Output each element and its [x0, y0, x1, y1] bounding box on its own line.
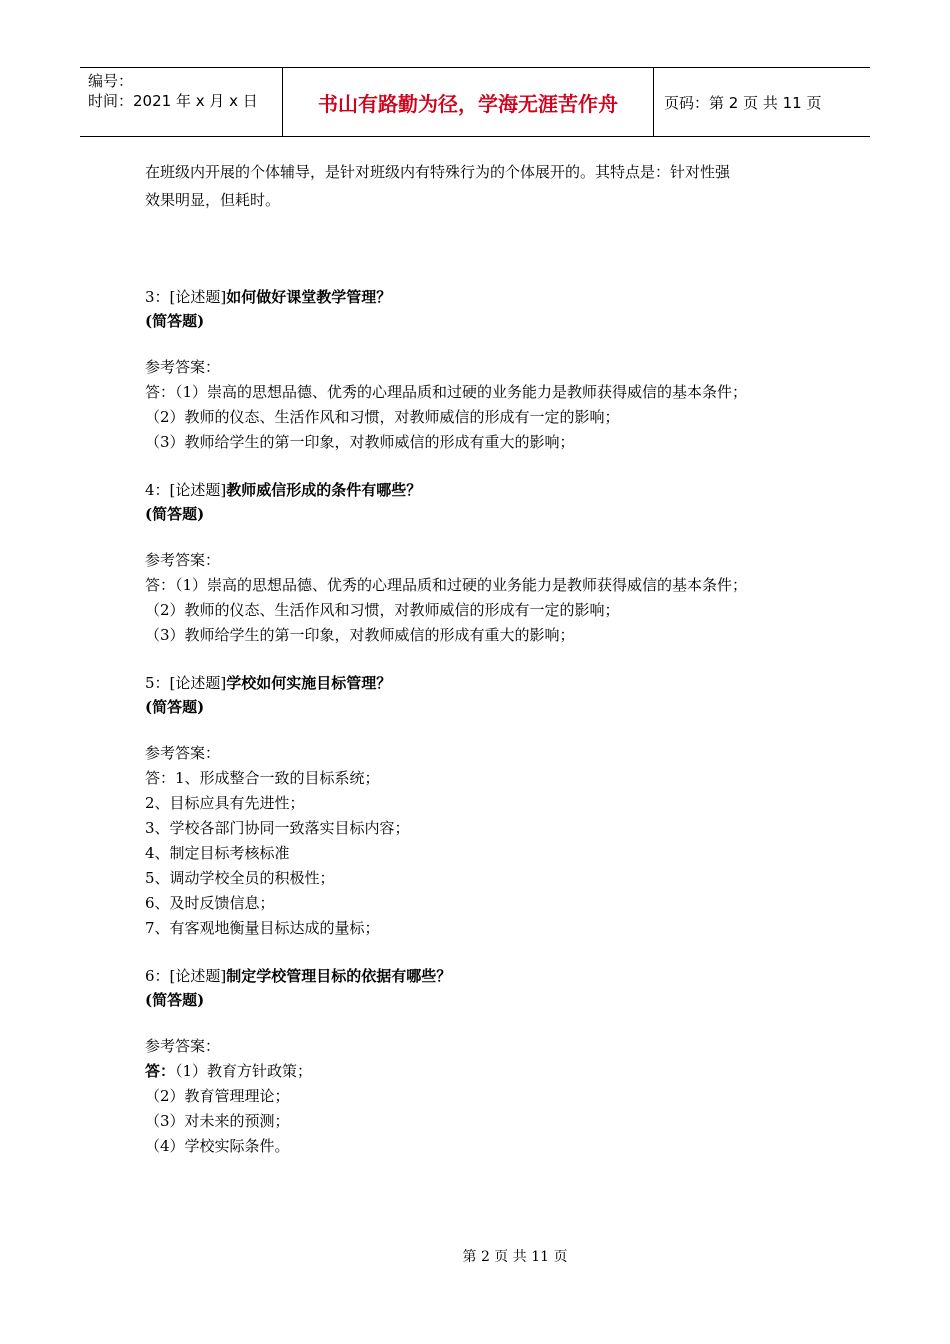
question-text: 学校如何实施目标管理？ — [226, 674, 392, 692]
question-title — [145, 671, 835, 695]
answer-line: 3、学校各部门协同一致落实目标内容； — [145, 819, 410, 837]
answer-prefix: 答： — [145, 1062, 176, 1080]
header-motto: 书山有路勤为径，学海无涯苦作舟 — [282, 68, 654, 136]
question-type: (简答题) — [145, 991, 205, 1009]
time-label: 时间：2021 年 x 月 x 日 — [88, 92, 258, 110]
page-footer: 第 2 页 共 11 页 — [462, 1249, 568, 1265]
question-type: (简答题) — [145, 505, 205, 523]
document-body — [145, 158, 835, 1159]
answer-line: 7、有客观地衡量目标达成的量标； — [145, 919, 380, 937]
answer-line: （2）教育管理理论； — [145, 1087, 290, 1105]
question-text: 教师威信形成的条件有哪些？ — [226, 481, 422, 499]
answer-line-text: （1）教育方针政策； — [175, 1062, 313, 1080]
header-meta — [80, 68, 282, 136]
answer-line — [145, 1059, 835, 1084]
answer-label: 参考答案： — [145, 1037, 221, 1055]
question-5 — [145, 671, 835, 941]
header-page-info: 页码：第 2 页 共 11 页 — [664, 93, 822, 112]
question-title — [145, 478, 835, 502]
question-title — [145, 964, 835, 988]
question-3 — [145, 285, 835, 455]
answer-line: （3）对未来的预测； — [145, 1112, 290, 1130]
page-header — [80, 67, 870, 137]
answer-label: 参考答案： — [145, 744, 221, 762]
question-4 — [145, 478, 835, 648]
answer-line: 4、制定目标考核标准 — [145, 844, 290, 862]
question-prefix: 3：[论述题] — [145, 288, 227, 306]
answer-block — [145, 1034, 835, 1159]
intro-line: 在班级内开展的个体辅导，是针对班级内有特殊行为的个体展开的。其特点是：针对性强 — [145, 163, 731, 181]
answer-label: 参考答案： — [145, 551, 221, 569]
answer-line: （3）教师给学生的第一印象，对教师威信的形成有重大的影响； — [145, 433, 575, 451]
answer-line: （2）教师的仪态、生活作风和习惯，对教师威信的形成有一定的影响； — [145, 601, 620, 619]
question-prefix: 4：[论述题] — [145, 481, 227, 499]
question-6 — [145, 964, 835, 1159]
answer-line: 2、目标应具有先进性； — [145, 794, 305, 812]
answer-line: 5、调动学校全员的积极性； — [145, 869, 335, 887]
answer-line: 6、及时反馈信息； — [145, 894, 275, 912]
answer-line: （4）学校实际条件。 — [145, 1137, 290, 1155]
question-prefix: 5：[论述题] — [145, 674, 227, 692]
answer-block — [145, 741, 835, 941]
answer-block — [145, 548, 835, 648]
question-text: 如何做好课堂教学管理？ — [226, 288, 392, 306]
answer-line: 答：（1）崇高的思想品德、优秀的心理品质和过硬的业务能力是教师获得威信的基本条件； — [145, 576, 748, 594]
answer-line: 答：（1）崇高的思想品德、优秀的心理品质和过硬的业务能力是教师获得威信的基本条件； — [145, 383, 748, 401]
answer-block — [145, 355, 835, 455]
intro-paragraph — [145, 158, 835, 214]
answer-line: （3）教师给学生的第一印象，对教师威信的形成有重大的影响； — [145, 626, 575, 644]
number-label: 编号： — [88, 72, 134, 90]
intro-line: 效果明显，但耗时。 — [145, 191, 281, 209]
question-title — [145, 285, 835, 309]
answer-line: 答：1、形成整合一致的目标系统； — [145, 769, 380, 787]
question-type: (简答题) — [145, 312, 205, 330]
answer-label: 参考答案： — [145, 358, 221, 376]
question-type: (简答题) — [145, 698, 205, 716]
question-prefix: 6：[论述题] — [145, 967, 227, 985]
question-text: 制定学校管理目标的依据有哪些？ — [226, 967, 452, 985]
answer-line: （2）教师的仪态、生活作风和习惯，对教师威信的形成有一定的影响； — [145, 408, 620, 426]
